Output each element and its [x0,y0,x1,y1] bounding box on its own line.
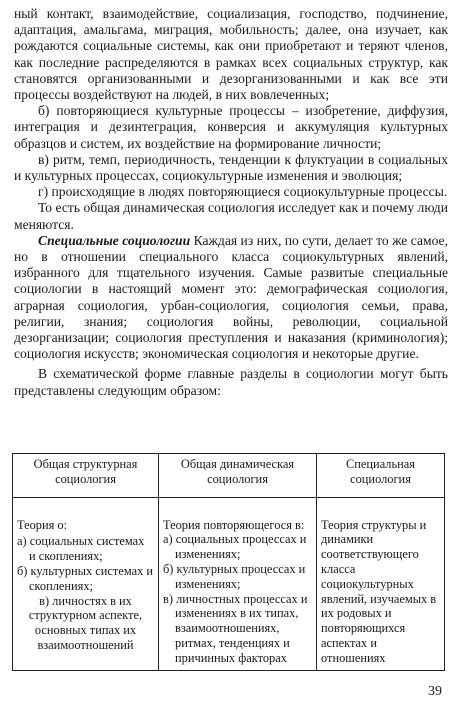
cell-intro: Теория о: [17,517,68,532]
table-header-row [13,454,445,498]
list-item: в) личностных процессах и изменениях в их типах, взаимоотношениях, ритмах, тенденциях и причинных факторах [163,591,308,665]
cell-text: Теория структуры и динамики соответствующего класса социокультурных явлений, изучаемых в их родовых и повторяющихся аспектах и отношениях [321,517,437,665]
page-number: 39 [428,684,442,699]
table-row [13,497,445,670]
list-item: в) личностях в их структурном аспекте, основных типах их взаимоотношений [28,593,143,652]
paragraph-scheme-intro: В схематической форме главные разделы в социологии могут быть представлены следующим образом: [14,366,448,398]
list-item: а) социальных процессах и изменениях; [163,532,307,562]
header-special: Специальная социология [317,454,445,498]
paragraph-summary: То есть общая динамическая социология исследует как и почему люди меняются. [14,200,448,232]
paragraph-continuation: ный контакт, взаимодействие, социализация, господство, подчинение, адаптация, амальгама, миграция, мобильность; далее, она изучает, как рождаются социальные системы, как они приобретают и теряют членов, как последние распределяются в рамках всех социальных структур, как становятся организованными и дезорганизованными и как все эти процессы воздействуют на людей, в них вовлеченных; [14,6,448,103]
section-text: Каждая из них, по сути, делает то же самое, но в отношении специального класса социокультурных явлений, избранного для тщательного изучения. Самые развитые специальные социологии в настоящий момент это: демографическая социология, аграрная социология, урбан-социология, социология семьи, права, религии, знания; социология войны, революции, социальной дезорганизации; социология преступления и наказания (криминология); социология искусств; экономическая социология и некоторые другие. [14,232,448,362]
header-structural: Общая структурная социология [13,454,159,498]
cell-dynamic [159,497,317,670]
list-item: б) культурных системах и скоплениях; [17,563,153,593]
paragraph-item-v: в) ритм, темп, периодичность, тенденции к флуктуации в социальных и культурных процессах, социокультурные изменения и эволюция; [14,151,448,184]
list-item: а) социальных системах и скоплениях; [17,534,145,564]
cell-intro: Теория повторяющегося в: [163,517,305,532]
paragraph-item-g: г) происходящие в людях повторяющиеся социокультурные процессы. [38,184,448,200]
list-item: б) культурных процессах и изменениях; [163,561,306,591]
paragraph-special-sociologies [14,233,448,363]
body-text [14,6,448,399]
header-dynamic: Общая динамическая социология [159,454,317,498]
cell-structural [13,497,159,670]
cell-special [317,497,445,670]
paragraph-item-b: б) повторяющиеся культурные процессы – изобретение, диффузия, интеграция и дезинтеграция, конверсия и аккумуляция культурных образцов и систем, их воздействие на формирование личности; [14,103,448,151]
sociology-scheme-table [12,453,445,671]
section-heading: Специальные социологии [38,232,191,248]
